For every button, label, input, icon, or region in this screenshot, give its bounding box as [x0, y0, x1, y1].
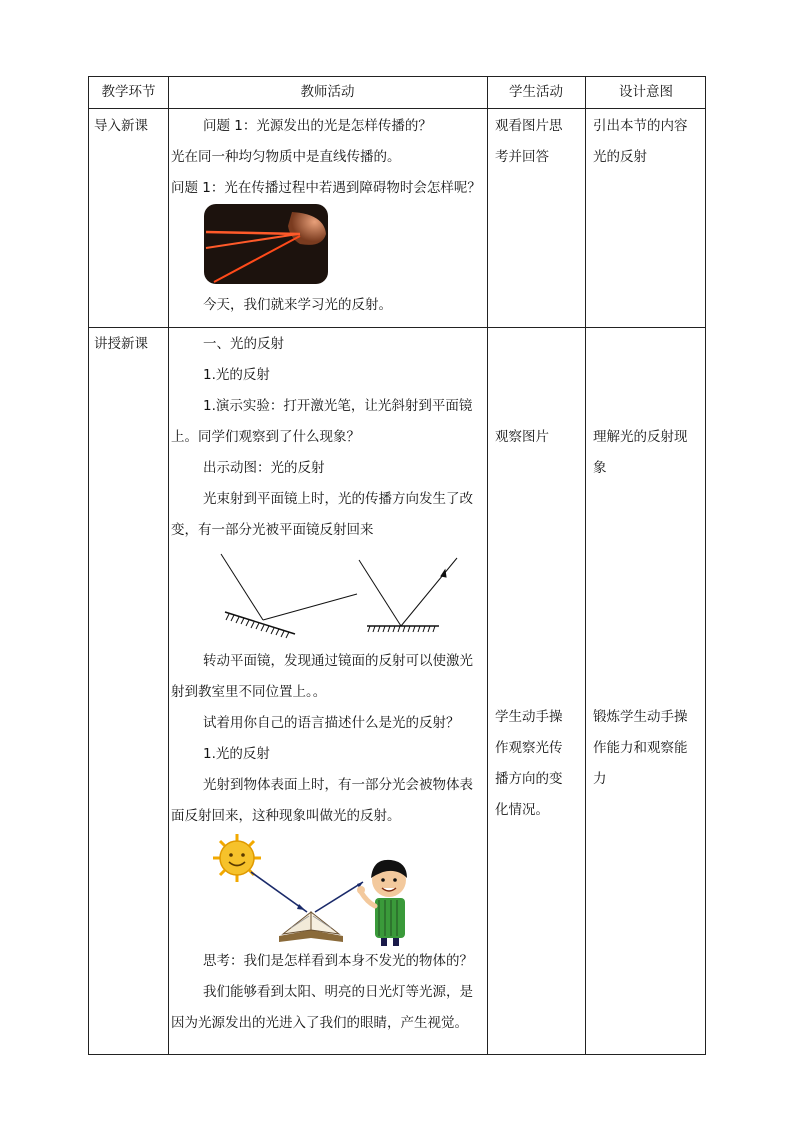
boy-icon — [357, 860, 407, 946]
col-divider — [168, 77, 169, 1054]
intent-intro — [593, 111, 688, 173]
mirror-reflection-diagram — [171, 546, 487, 646]
text-line: 化情况。 — [495, 802, 549, 818]
text-line: 考并回答 — [495, 149, 549, 165]
flat-mirror — [359, 558, 457, 632]
stage-new-lesson: 讲授新课 — [94, 336, 148, 352]
student-operate — [495, 702, 563, 826]
teacher-new-lesson — [171, 329, 487, 1039]
text-line: 问题 1：光在传播过程中若遇到障碍物时会怎样呢？ — [171, 180, 481, 196]
text-line: 思考：我们是怎样看到本身不发光的物体的？ — [203, 953, 473, 969]
text-line: 学生动手操 — [495, 709, 563, 725]
teacher-intro — [171, 111, 487, 321]
text-line: 锻炼学生动手操 — [593, 709, 688, 725]
text-line: 作观察光传 — [495, 740, 563, 756]
text-line: 变，有一部分光被平面镜反射回来 — [171, 522, 374, 538]
text-line: 今天，我们就来学习光的反射。 — [203, 297, 392, 313]
header-teacher: 教师活动 — [300, 84, 355, 100]
text-line: 我们能够看到太阳、明亮的日光灯等光源，是 — [203, 984, 473, 1000]
intent-practice — [593, 702, 688, 795]
laser-hand-image — [171, 204, 487, 290]
book-icon — [279, 912, 343, 942]
text-line: 力 — [593, 771, 607, 787]
header-divider — [89, 108, 705, 109]
text-line: 问题 1：光源发出的光是怎样传播的？ — [203, 118, 432, 134]
text-line: 试着用你自己的语言描述什么是光的反射？ — [203, 715, 460, 731]
text-line: 射到教室里不同位置上。。 — [171, 684, 327, 700]
text-line: 因为光源发出的光进入了我们的眼睛，产生视觉。 — [171, 1015, 468, 1031]
text-line: 理解光的反射现 — [593, 429, 688, 445]
text-line: 一、光的反射 — [203, 336, 284, 352]
row-divider — [89, 327, 705, 328]
header-intent: 设计意图 — [619, 84, 673, 100]
header-student: 学生活动 — [509, 84, 563, 100]
text-line: 1.光的反射 — [203, 746, 270, 762]
col-divider — [585, 77, 586, 1054]
text-line: 出示动图：光的反射 — [203, 460, 325, 476]
text-line: 上。同学们观察到了什么现象？ — [171, 429, 360, 445]
text-line: 转动平面镜，发现通过镜面的反射可以使激光 — [203, 653, 473, 669]
sun-book-boy-illustration — [171, 832, 487, 946]
text-line: 1.光的反射 — [203, 367, 270, 383]
text-line: 1.演示实验：打开激光笔，让光斜射到平面镜 — [203, 398, 473, 414]
text-line: 光束射到平面镜上时，光的传播方向发生了改 — [203, 491, 473, 507]
text-line: 作能力和观察能 — [593, 740, 688, 756]
intent-understand — [593, 422, 688, 484]
lesson-table — [88, 76, 706, 1055]
text-line: 光射到物体表面上时，有一部分光会被物体表 — [203, 777, 473, 793]
student-observe: 观察图片 — [495, 429, 549, 445]
student-intro — [495, 111, 563, 173]
stage-intro: 导入新课 — [94, 118, 148, 134]
text-line: 观看图片思 — [495, 118, 563, 134]
text-line: 光的反射 — [593, 149, 647, 165]
text-line: 象 — [593, 460, 607, 476]
text-line: 光在同一种均匀物质中是直线传播的。 — [171, 149, 401, 165]
header-stage: 教学环节 — [101, 84, 156, 100]
text-line: 播方向的变 — [495, 771, 563, 787]
text-line: 引出本节的内容 — [593, 118, 688, 134]
tilted-mirror — [221, 554, 357, 638]
text-line: 面反射回来，这种现象叫做光的反射。 — [171, 808, 401, 824]
col-divider — [487, 77, 488, 1054]
